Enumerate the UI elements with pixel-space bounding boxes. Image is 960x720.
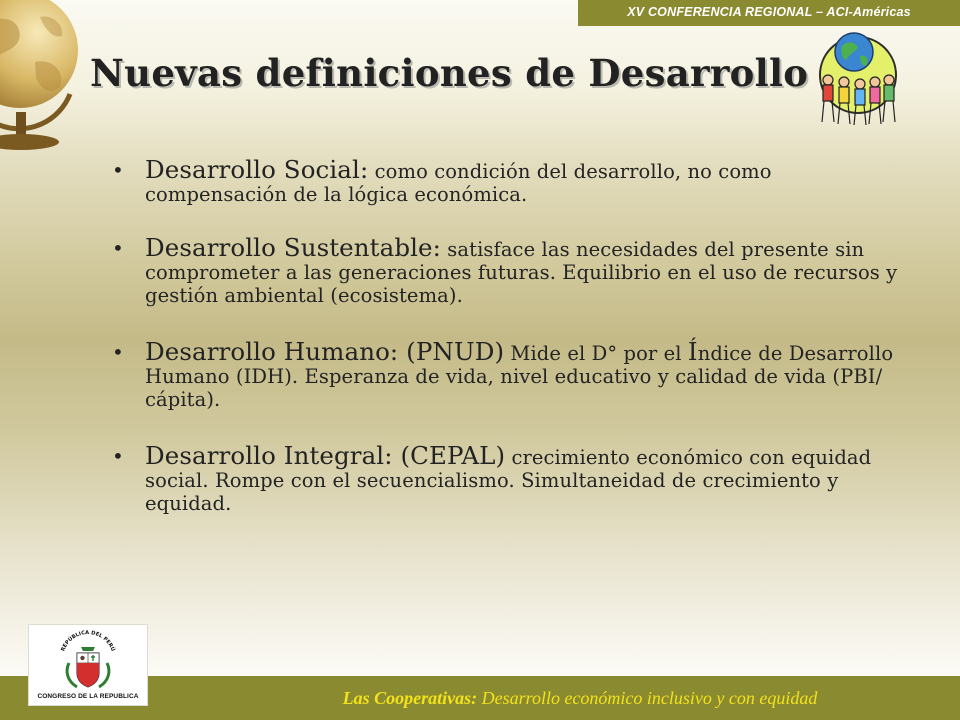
bullet-body: ndice de Desarrollo Humano (IDH). Esperanza de vida, nivel educativo y calidad de vida (PBI/ cápita). bbox=[145, 342, 894, 411]
desk-globe-icon bbox=[0, 0, 100, 162]
bullet-lead-text: Mide el D° por el bbox=[504, 342, 688, 365]
bullet-body: como condición del desarrollo, no como compensación de la lógica económica. bbox=[145, 160, 772, 206]
bullet-desarrollo-humano bbox=[112, 337, 902, 411]
bullet-marker: • bbox=[112, 444, 124, 468]
bullet-organization: (CEPAL) bbox=[400, 441, 506, 470]
conference-banner: XV CONFERENCIA REGIONAL – ACI-Américas bbox=[578, 0, 960, 26]
people-around-globe-icon bbox=[816, 30, 898, 128]
slide-title: Nuevas definiciones de Desarrollo bbox=[90, 51, 809, 95]
bullet-marker: • bbox=[112, 236, 124, 260]
bullet-separator: : bbox=[384, 441, 401, 470]
bullet-separator: : bbox=[359, 155, 369, 184]
congress-seal bbox=[28, 624, 148, 706]
bullet-organization: (PNUD) bbox=[406, 337, 505, 366]
bullet-separator: : bbox=[389, 337, 407, 366]
footer-slogan bbox=[200, 683, 960, 713]
footer-slogan-bold: Las Cooperativas: bbox=[342, 688, 478, 708]
bullet-term: Desarrollo Humano bbox=[145, 337, 390, 366]
bullet-desarrollo-integral bbox=[112, 441, 902, 515]
bullet-initial-letter: Í bbox=[687, 337, 698, 366]
bullet-body: satisface las necesidades del presente sin comprometer a las generaciones futuras. Equilibrio en el uso de recursos y gestión ambiental (ecosistema). bbox=[145, 238, 898, 307]
bullet-separator: : bbox=[432, 233, 441, 262]
bullet-term: Desarrollo Social bbox=[145, 155, 360, 184]
bullet-term: Desarrollo Integral bbox=[145, 441, 385, 470]
seal-arc-text: REPÚBLICA DEL PERÚ bbox=[60, 629, 116, 653]
bullet-desarrollo-sustentable bbox=[112, 233, 902, 307]
bullet-term: Desarrollo Sustentable bbox=[145, 233, 433, 262]
bullet-desarrollo-social bbox=[112, 155, 902, 206]
seal-caption: CONGRESO DE LA REPUBLICA bbox=[37, 693, 139, 700]
bullet-marker: • bbox=[112, 340, 124, 364]
footer-slogan-rest: Desarrollo económico inclusivo y con equidad bbox=[477, 688, 818, 708]
bullet-body: crecimiento económico con equidad social. Rompe con el secuencialismo. Simultaneidad de crecimiento y equidad. bbox=[145, 446, 872, 515]
bullet-list bbox=[112, 155, 902, 515]
bullet-marker: • bbox=[112, 158, 124, 182]
